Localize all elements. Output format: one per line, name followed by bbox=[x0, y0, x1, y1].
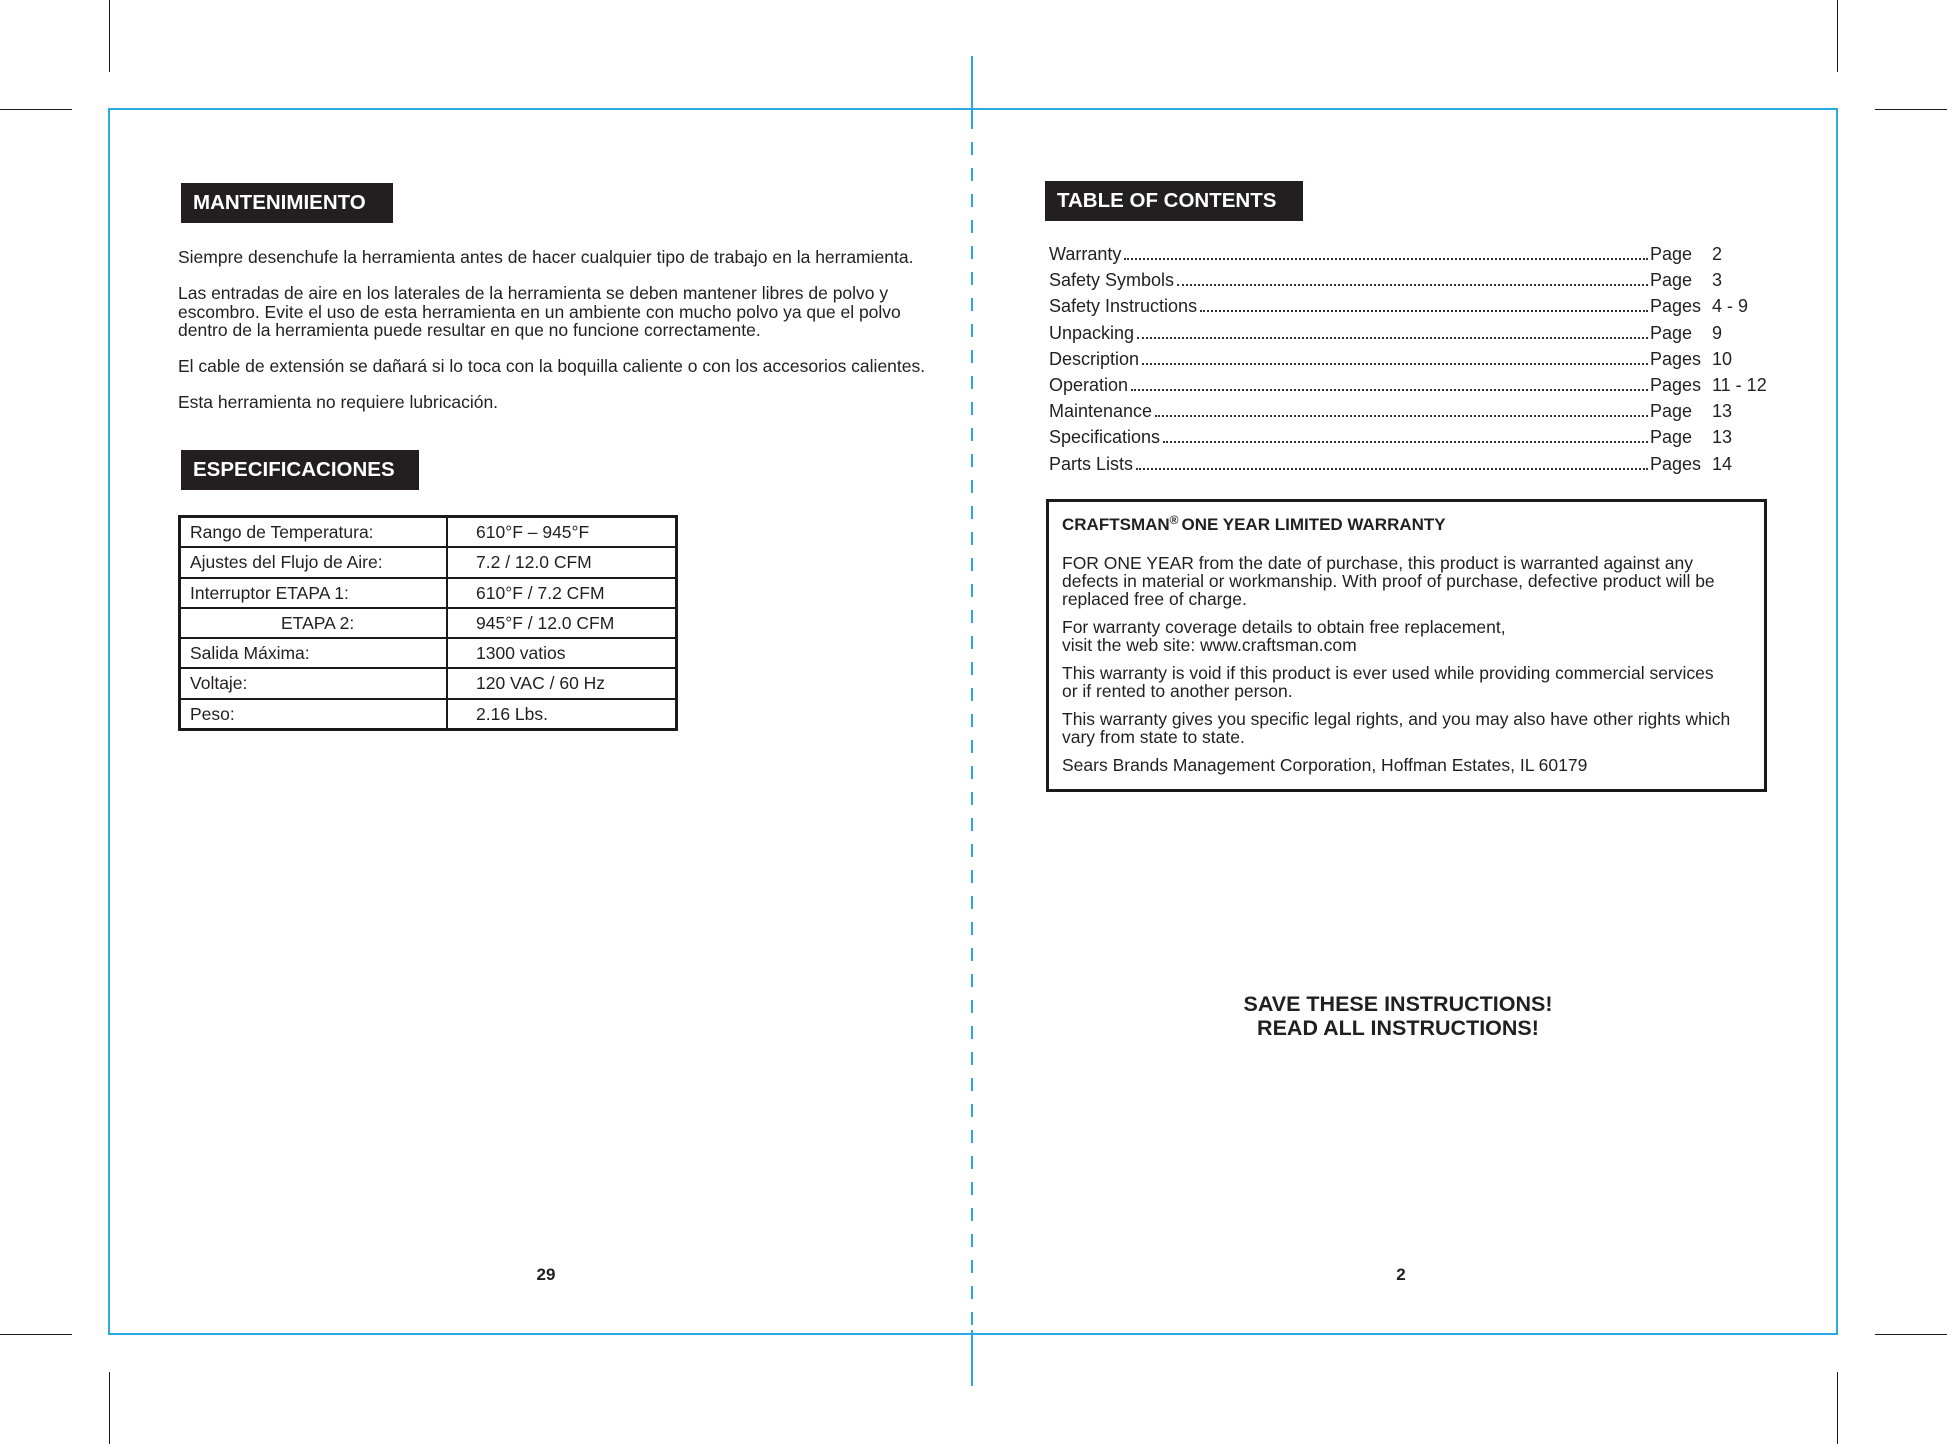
warranty-heading bbox=[1062, 515, 1764, 536]
toc-dot-leader bbox=[1142, 355, 1648, 365]
crop-mark-top-right-horizontal bbox=[1875, 109, 1947, 110]
toc-entry bbox=[1049, 346, 1767, 372]
text-line: Sears Brands Management Corporation, Hoffman Estates, IL 60179 bbox=[1062, 755, 1588, 775]
toc-page-number: 13 bbox=[1712, 401, 1733, 422]
spec-label: Rango de Temperatura: bbox=[181, 518, 448, 546]
maintenance-paragraph bbox=[178, 284, 925, 340]
toc-entry bbox=[1049, 267, 1767, 293]
toc-dot-leader bbox=[1163, 433, 1648, 443]
maintenance-paragraph bbox=[178, 393, 925, 412]
table-row bbox=[181, 518, 675, 546]
text-line: Esta herramienta no requiere lubricación. bbox=[178, 392, 499, 413]
warranty-paragraph bbox=[1062, 710, 1764, 746]
fold-line-top bbox=[971, 56, 973, 116]
spec-label: Voltaje: bbox=[181, 669, 448, 697]
text-line: escombro. Evite el uso de esta herramienta en un ambiente con mucho polvo ya que el polvo bbox=[178, 301, 901, 322]
toc-page-number: 9 bbox=[1712, 322, 1723, 343]
spec-value: 610°F / 7.2 CFM bbox=[476, 582, 605, 603]
warranty-paragraph bbox=[1062, 664, 1764, 700]
crop-mark-top-right-vertical bbox=[1837, 0, 1838, 72]
toc-entry bbox=[1049, 398, 1767, 424]
text-line: or if rented to another person. bbox=[1062, 681, 1293, 701]
toc-page-label: Page bbox=[1650, 427, 1693, 448]
toc-page-label: Pages bbox=[1650, 348, 1702, 369]
spec-value: 610°F – 945°F bbox=[476, 522, 590, 542]
table-row bbox=[181, 577, 675, 607]
maintenance-heading: MANTENIMIENTO bbox=[181, 183, 393, 223]
warranty-brand: CRAFTSMAN bbox=[1062, 515, 1170, 534]
toc-dot-leader bbox=[1136, 460, 1648, 470]
text-line: Siempre desenchufe la herramienta antes de hacer cualquier tipo de trabajo en la herramienta. bbox=[178, 247, 914, 267]
specifications-table bbox=[178, 515, 678, 731]
table-row bbox=[181, 667, 675, 697]
toc-entry-title: Description bbox=[1049, 348, 1140, 369]
warranty-box bbox=[1046, 499, 1767, 792]
toc-dot-leader bbox=[1155, 407, 1648, 417]
spec-value: 945°F / 12.0 CFM bbox=[476, 612, 615, 633]
table-row bbox=[181, 698, 675, 728]
toc-page-label: Pages bbox=[1650, 453, 1702, 474]
toc-page-label: Page bbox=[1650, 322, 1693, 343]
toc-page-label: Pages bbox=[1650, 374, 1702, 395]
maintenance-paragraph bbox=[178, 357, 925, 376]
toc-dot-leader bbox=[1177, 276, 1648, 286]
toc-page-label: Pages bbox=[1650, 296, 1702, 317]
toc-entry bbox=[1049, 293, 1767, 319]
text-line: Las entradas de aire en los laterales de la herramienta se deben mantener libres de polvo y bbox=[178, 282, 889, 303]
specifications-heading: ESPECIFICACIONES bbox=[181, 450, 419, 490]
warranty-heading-text: ONE YEAR LIMITED WARRANTY bbox=[1181, 515, 1446, 534]
text-line: This warranty is void if this product is ever used while providing commercial services bbox=[1062, 663, 1714, 683]
spec-label: Ajustes del Flujo de Aire: bbox=[181, 548, 448, 576]
text-line: vary from state to state. bbox=[1062, 727, 1245, 747]
table-of-contents bbox=[1049, 241, 1767, 477]
maintenance-text bbox=[178, 248, 925, 412]
toc-page-number: 11 - 12 bbox=[1712, 374, 1767, 395]
spec-value: 7.2 / 12.0 CFM bbox=[476, 552, 592, 573]
toc-page-label: Page bbox=[1650, 244, 1693, 264]
crop-mark-bottom-right-vertical bbox=[1837, 1372, 1838, 1444]
crop-mark-top-left-vertical bbox=[109, 0, 110, 72]
toc-entry-title: Safety Instructions bbox=[1049, 296, 1198, 317]
toc-entry-title: Safety Symbols bbox=[1049, 270, 1175, 291]
toc-entry-title: Operation bbox=[1049, 374, 1129, 395]
spec-label: Salida Máxima: bbox=[181, 639, 448, 667]
text-line: dentro de la herramienta puede resultar en que no funcione correctamente. bbox=[178, 320, 761, 341]
fold-line-dashed bbox=[971, 116, 973, 1330]
toc-dot-leader bbox=[1131, 381, 1648, 391]
toc-entry bbox=[1049, 372, 1767, 398]
text-line: This warranty gives you specific legal rights, and you may also have other rights which bbox=[1062, 709, 1731, 729]
toc-page-number: 13 bbox=[1712, 427, 1733, 448]
toc-entry bbox=[1049, 451, 1767, 477]
crop-mark-bottom-left-vertical bbox=[109, 1372, 110, 1444]
save-instructions-notice bbox=[1148, 992, 1648, 1040]
spec-label: Interruptor ETAPA 1: bbox=[181, 579, 448, 607]
text-line: El cable de extensión se dañará si lo toca con la boquilla caliente o con los accesorios calientes. bbox=[178, 356, 926, 377]
warranty-paragraph bbox=[1062, 756, 1764, 774]
warranty-paragraph bbox=[1062, 618, 1764, 654]
spec-label: Peso: bbox=[181, 700, 448, 728]
crop-mark-bottom-right-horizontal bbox=[1875, 1334, 1947, 1335]
maintenance-paragraph bbox=[178, 248, 925, 267]
toc-entry-title: Unpacking bbox=[1049, 322, 1135, 343]
table-row bbox=[181, 607, 675, 637]
page-number-left: 29 bbox=[536, 1265, 556, 1284]
crop-mark-bottom-left-horizontal bbox=[0, 1334, 72, 1335]
text-line: FOR ONE YEAR from the date of purchase, this product is warranted against any bbox=[1062, 553, 1693, 573]
text-line: defects in material or workmanship. With proof of purchase, defective product will be bbox=[1062, 571, 1715, 591]
text-line: visit the web site: www.craftsman.com bbox=[1062, 635, 1357, 655]
text-line: For warranty coverage details to obtain free replacement, bbox=[1062, 617, 1506, 637]
spec-value: 1300 vatios bbox=[476, 643, 566, 664]
toc-page-number: 14 bbox=[1712, 453, 1733, 474]
table-row bbox=[181, 546, 675, 576]
spec-label: ETAPA 2: bbox=[181, 609, 448, 637]
toc-page-number: 2 bbox=[1712, 244, 1723, 264]
toc-page-number: 10 bbox=[1712, 348, 1733, 369]
toc-page-label: Page bbox=[1650, 401, 1693, 422]
notice-line-save: SAVE THESE INSTRUCTIONS! bbox=[1243, 992, 1553, 1016]
toc-dot-leader bbox=[1200, 302, 1648, 312]
crop-mark-top-left-horizontal bbox=[0, 109, 72, 110]
toc-dot-leader bbox=[1124, 250, 1648, 260]
toc-entry-title: Parts Lists bbox=[1049, 453, 1134, 474]
table-row bbox=[181, 637, 675, 667]
toc-entry bbox=[1049, 320, 1767, 346]
toc-page-number: 4 - 9 bbox=[1712, 296, 1749, 317]
notice-line-read: READ ALL INSTRUCTIONS! bbox=[1257, 1016, 1539, 1040]
toc-entry bbox=[1049, 241, 1767, 267]
spec-value: 2.16 Lbs. bbox=[476, 703, 548, 724]
spec-value: 120 VAC / 60 Hz bbox=[476, 673, 606, 694]
toc-page-label: Page bbox=[1650, 270, 1693, 291]
toc-entry bbox=[1049, 424, 1767, 450]
toc-page-number: 3 bbox=[1712, 270, 1723, 291]
toc-heading: TABLE OF CONTENTS bbox=[1045, 181, 1303, 221]
fold-line-bottom bbox=[971, 1330, 973, 1386]
toc-dot-leader bbox=[1137, 329, 1648, 339]
registered-mark: ® bbox=[1169, 513, 1179, 527]
toc-entry-title: Warranty bbox=[1049, 244, 1122, 264]
toc-entry-title: Maintenance bbox=[1049, 401, 1153, 422]
text-line: replaced free of charge. bbox=[1062, 589, 1247, 609]
page-number-right: 2 bbox=[1396, 1265, 1406, 1284]
warranty-paragraph bbox=[1062, 554, 1764, 608]
toc-entry-title: Specifications bbox=[1049, 427, 1161, 448]
